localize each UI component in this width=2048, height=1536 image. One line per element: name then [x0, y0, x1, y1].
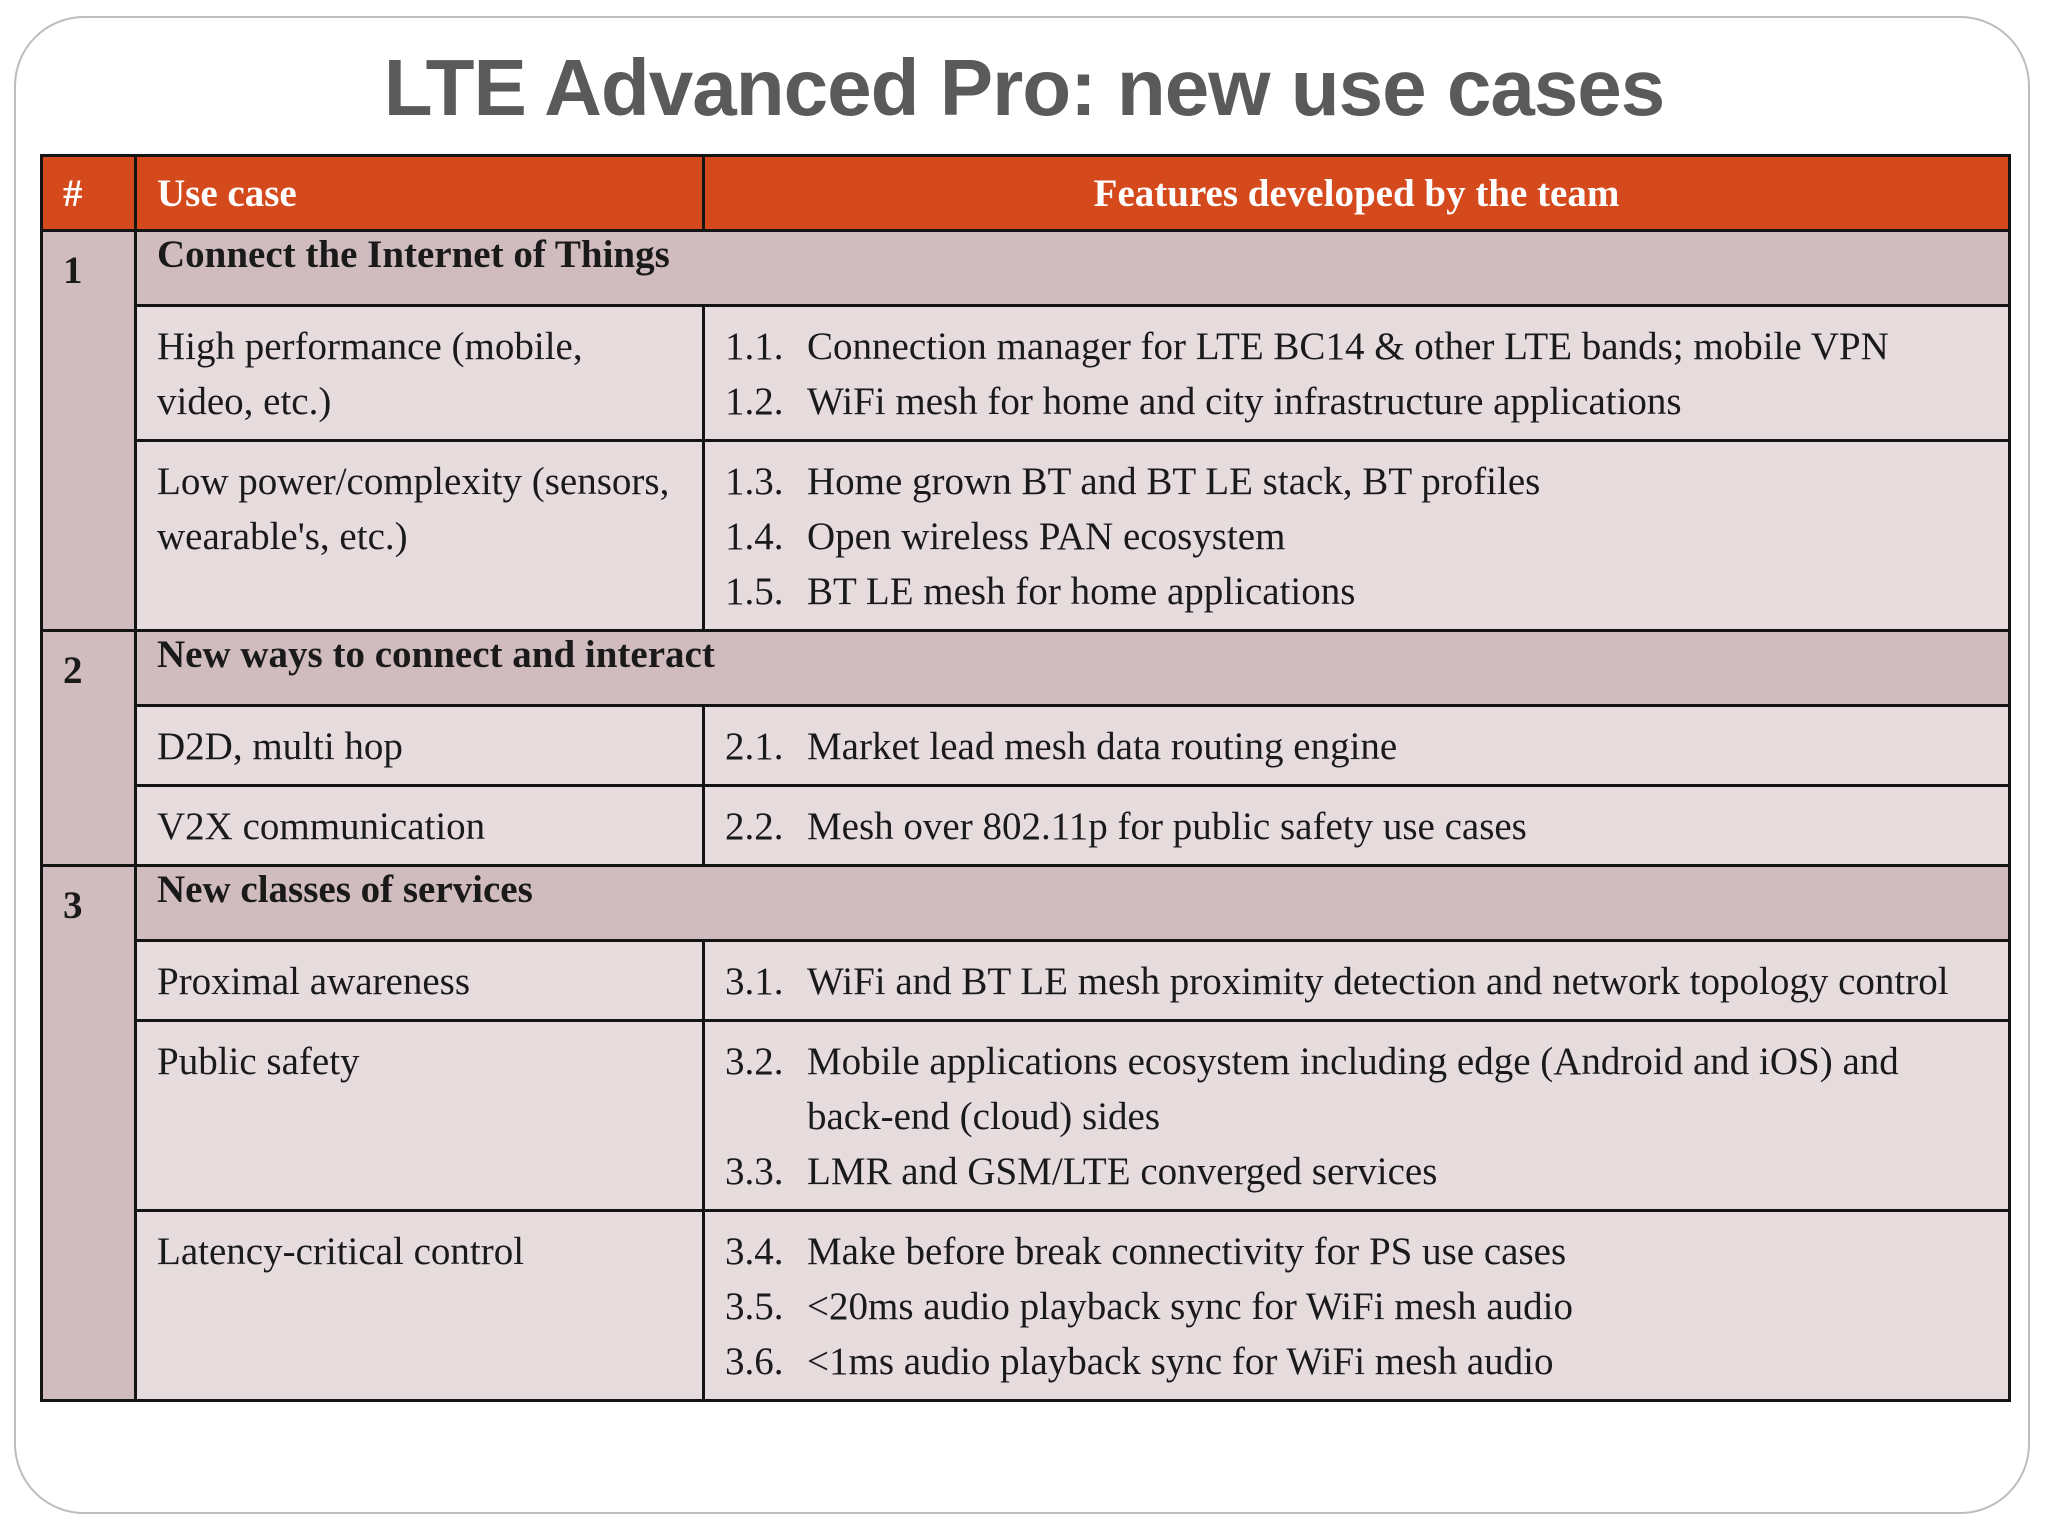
feature-text: <20ms audio playback sync for WiFi mesh audio: [807, 1285, 1574, 1328]
use-case-cell: Proximal awareness: [136, 941, 704, 1021]
use-case-cell: V2X communication: [136, 786, 704, 866]
feature-item: [725, 319, 1988, 374]
table-row: [42, 1021, 2010, 1211]
feature-text: Mesh over 802.11p for public safety use cases: [807, 805, 1527, 848]
feature-item: [725, 954, 1988, 1009]
table-row: [42, 306, 2010, 441]
use-case-cell: High performance (mobile, video, etc.): [136, 306, 704, 441]
feature-text: BT LE mesh for home applications: [807, 570, 1356, 613]
features-cell: [704, 306, 2010, 441]
use-case-cell: D2D, multi hop: [136, 706, 704, 786]
feature-item: [725, 454, 1988, 509]
header-row: [42, 156, 2010, 231]
feature-number: 3.1.: [725, 960, 784, 1003]
feature-item: [725, 799, 1988, 854]
feature-number: 3.2.: [725, 1040, 784, 1083]
feature-item: [725, 564, 1988, 619]
feature-item: [725, 719, 1988, 774]
header-use-case: Use case: [136, 156, 704, 231]
group-row: [42, 866, 2010, 941]
group-row: [42, 631, 2010, 706]
group-title: New ways to connect and interact: [136, 631, 2010, 706]
feature-item: [725, 1224, 1988, 1279]
group-number: 3: [42, 866, 136, 1401]
feature-number: 3.4.: [725, 1230, 784, 1273]
feature-number: 3.3.: [725, 1150, 784, 1193]
features-cell: [704, 441, 2010, 631]
feature-text: LMR and GSM/LTE converged services: [807, 1150, 1438, 1193]
use-case-cell: Low power/complexity (sensors, wearable's, etc.): [136, 441, 704, 631]
feature-number: 3.6.: [725, 1340, 784, 1383]
feature-item: [725, 1334, 1988, 1389]
features-cell: [704, 706, 2010, 786]
feature-text: Market lead mesh data routing engine: [807, 725, 1398, 768]
feature-item: [725, 1279, 1988, 1334]
feature-text: Open wireless PAN ecosystem: [807, 515, 1286, 558]
slide-title: LTE Advanced Pro: new use cases: [383, 43, 1665, 132]
feature-item: [725, 1034, 1988, 1144]
table-row: [42, 1211, 2010, 1401]
table-row: [42, 786, 2010, 866]
feature-number: 1.3.: [725, 460, 784, 503]
feature-text: <1ms audio playback sync for WiFi mesh audio: [807, 1340, 1554, 1383]
feature-text: Home grown BT and BT LE stack, BT profiles: [807, 460, 1541, 503]
features-cell: [704, 786, 2010, 866]
feature-text: Connection manager for LTE BC14 & other LTE bands; mobile VPN: [807, 325, 1889, 368]
feature-item: [725, 509, 1988, 564]
feature-item: [725, 1144, 1988, 1199]
features-cell: [704, 941, 2010, 1021]
feature-number: 2.2.: [725, 805, 784, 848]
header-num: #: [42, 156, 136, 231]
table-row: [42, 706, 2010, 786]
feature-text: WiFi mesh for home and city infrastructure applications: [807, 380, 1682, 423]
feature-number: 2.1.: [725, 725, 784, 768]
feature-text: Mobile applications ecosystem including edge (Android and iOS) and back-end (cloud) sides: [807, 1040, 1899, 1138]
feature-number: 1.5.: [725, 570, 784, 613]
use-cases-table: [40, 154, 2011, 1402]
group-number: 1: [42, 231, 136, 631]
feature-text: WiFi and BT LE mesh proximity detection and network topology control: [807, 960, 1949, 1003]
use-case-cell: Public safety: [136, 1021, 704, 1211]
group-number: 2: [42, 631, 136, 866]
table-row: [42, 441, 2010, 631]
group-title: New classes of services: [136, 866, 2010, 941]
feature-text: Make before break connectivity for PS use cases: [807, 1230, 1567, 1273]
feature-number: 3.5.: [725, 1285, 784, 1328]
table-body: [42, 231, 2010, 1401]
feature-number: 1.4.: [725, 515, 784, 558]
header-features: Features developed by the team: [704, 156, 2010, 231]
features-cell: [704, 1211, 2010, 1401]
group-row: [42, 231, 2010, 306]
feature-item: [725, 374, 1988, 429]
features-cell: [704, 1021, 2010, 1211]
group-title: Connect the Internet of Things: [136, 231, 2010, 306]
use-case-cell: Latency-critical control: [136, 1211, 704, 1401]
table-row: [42, 941, 2010, 1021]
feature-number: 1.2.: [725, 380, 784, 423]
feature-number: 1.1.: [725, 325, 784, 368]
